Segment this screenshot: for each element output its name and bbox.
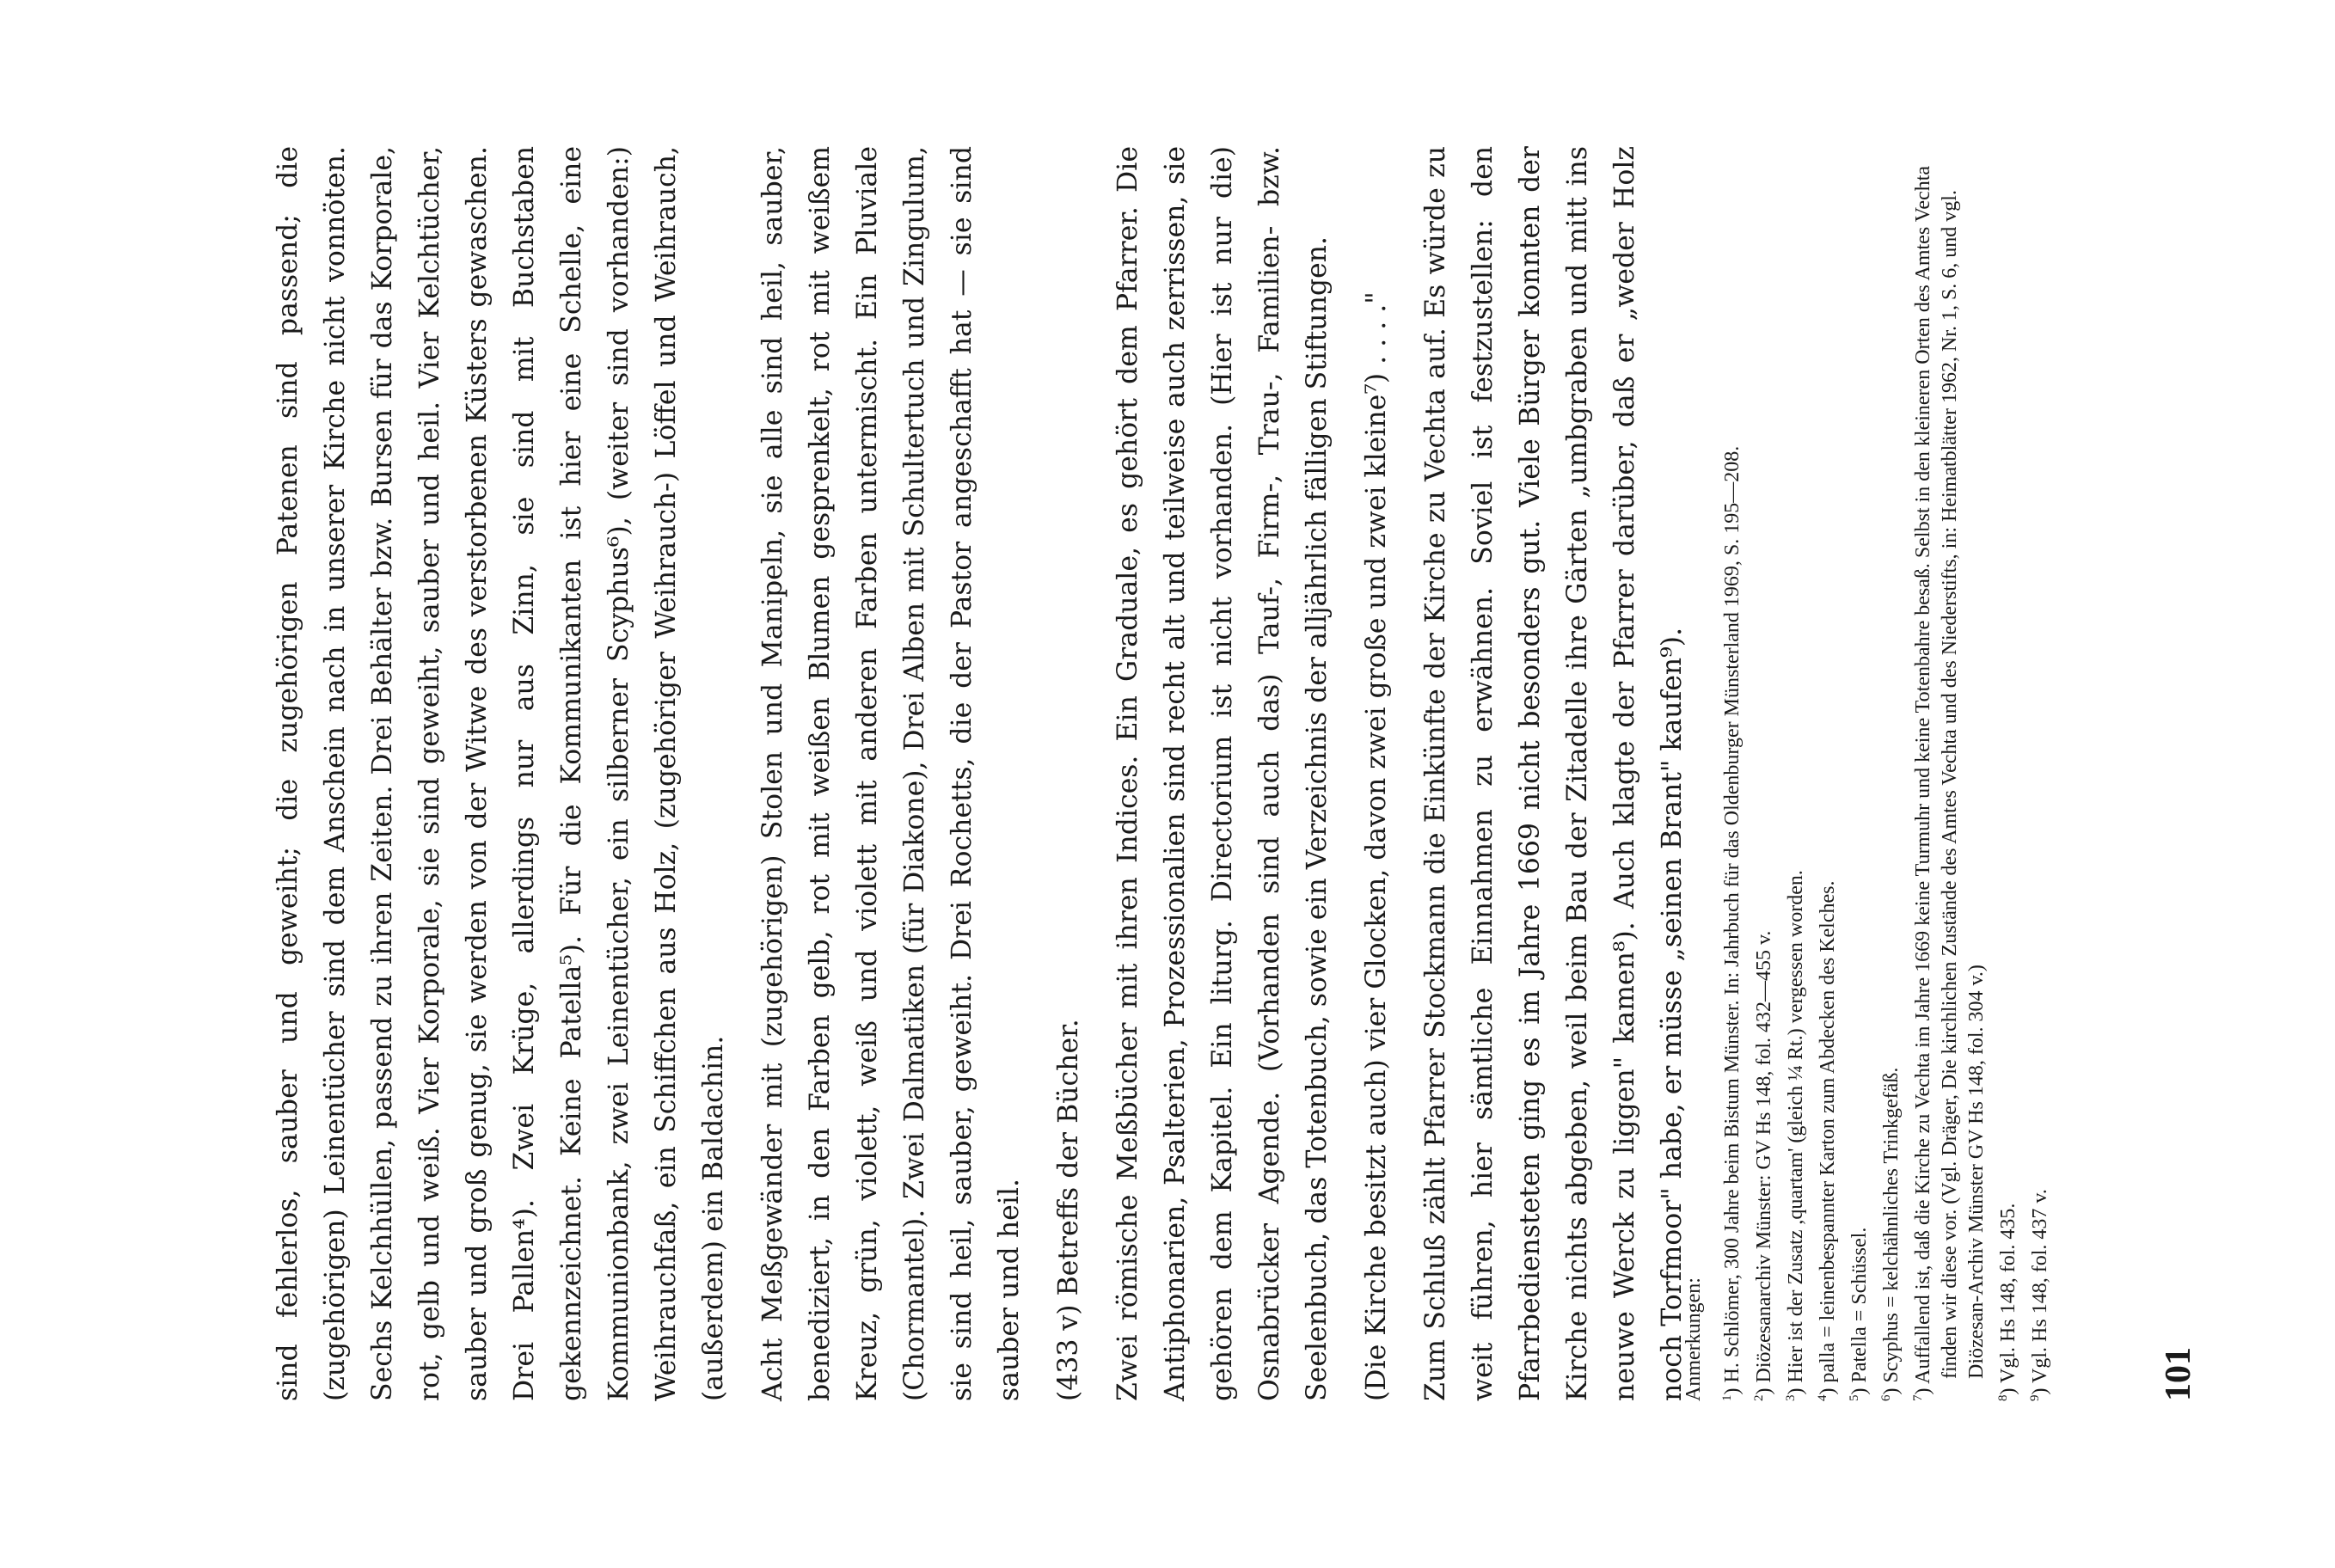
footnote-text: Vgl. Hs 148, fol. 435.	[1997, 1203, 2019, 1383]
footnote-mark: 5	[1848, 1394, 1861, 1401]
footnote-mark: 3	[1784, 1394, 1798, 1401]
body-text	[265, 146, 1708, 1401]
footnote-text: Vgl. Hs 148, fol. 437 v.	[2029, 1189, 2051, 1383]
paragraph-vestments: Acht Meßgewänder mit (zugehörigen) Stolen und Manipeln, sie alle sind heil, sauber, benediziert, in den Farben gelb, rot mit weißen Blumen gesprenkelt, rot mit weißem Kreuz, grün, violett, weiß und violett mit anderen Farben untermischt. Ein Pluviale (Chormantel). Zwei Dalmatiken (für Diakone), Drei Alben mit Schultertuch und Zingulum, sie sind heil, sauber, geweiht. Drei Rochetts, die der Pastor angeschafft hat — sie sind sauber und heil.	[757, 146, 1025, 1401]
footnote-mark: 7	[1911, 1394, 1925, 1401]
footnote-item: $^7$) Auffallend ist, daß die Kirche zu Vechta im Jahre 1669 keine Turmuhr und keine Totenbahre besaß. Selbst in den kleineren Orten des Amtes Vechta finden wir diese vor. (Vgl. Dräger, Die kirchlichen Zustände des Amtes Vechta und des Niederstifts, in: Heimatblätter 1962, Nr. 1, S. 6, und vgl. Diözesan-Archiv Münster GV Hs 148, fol. 304 v.)	[1911, 165, 1988, 1401]
footnote-text: H. Schlömer, 300 Jahre beim Bistum Münster. In: Jahrbuch für das Oldenburger Münsterland 1969, S. 195—208.	[1721, 445, 1744, 1383]
paragraph-books: Zwei römische Meßbücher mit ihren Indices. Ein Graduale, es gehört dem Pfarrer. Die Antiphonarien, Psalterien, Prozessionalien sind recht alt und teilweise auch zerrissen, sie gehören dem Kapitel. Ein liturg. Directorium ist nicht vorhanden. (Hier ist nur die) Osnabrücker Agende. (Vorhanden sind auch das) Tauf-, Firm-, Trau-, Familien- bzw. Seelenbuch, das Totenbuch, sowie ein Verzeichnis der alljährlich fälligen Stiftungen.	[1112, 146, 1333, 1401]
footnote-item: $^9$) Vgl. Hs 148, fol. 437 v.	[2028, 1189, 2051, 1401]
section-heading-books: (433 v) Betreffs der Bücher.	[1053, 1019, 1084, 1401]
footnote-item: $^5$) Patella = Schüssel.	[1848, 1227, 1871, 1401]
book-page	[103, 0, 2270, 1444]
footnote-mark: 1	[1720, 1394, 1734, 1401]
footnote-item: $^6$) Scyphus = kelchähnliches Trinkgefäß.	[1879, 1067, 1903, 1401]
footnote-text: Hier ist der Zusatz ,quartam' (gleich ¼ Rt.) vergessen worden.	[1785, 870, 1807, 1383]
footnote-text: Diözesanarchiv Münster: GV Hs 148, fol. 432—455 v.	[1753, 930, 1775, 1383]
footnote-mark: 8	[1996, 1394, 2010, 1401]
paragraph-bells: (Die Kirche besitzt auch) vier Glocken, davon zwei große und zwei kleine⁷) . . . ."	[1361, 291, 1392, 1401]
footnote-item: $^8$) Vgl. Hs 148, fol. 435.	[1996, 1203, 2019, 1401]
paragraph-vessels: sind fehlerlos, sauber und geweiht; die zugehörigen Patenen sind passend; die (zugehörigen) Leinentücher sind dem Anschein nach in unserer Kirche nicht vonnöten. Sechs Kelchhüllen, passend zu ihren Zeiten. Drei Behälter bzw. Bursen für das Korporale, rot, gelb und weiß. Vier Korporale, sie sind geweiht, sauber und heil. Vier Kelchtücher, sauber und groß genug, sie werden von der Witwe des verstorbenen Küsters gewaschen. Drei Pallen⁴). Zwei Krüge, allerdings nur aus Zinn, sie sind mit Buchstaben gekennzeichnet. Keine Patella⁵). Für die Kommunikanten ist hier eine Schelle, eine Kommunionbank, zwei Leinentücher, ein silberner Scyphus⁶), (weiter sind vorhanden:) Weihrauchfaß, ein Schiffchen aus Holz, (zugehöriger Weihrauch-) Löffel und Weihrauch, (außerdem) ein Baldachin.	[273, 146, 729, 1401]
paragraph-income: Zum Schluß zählt Pfarrer Stockmann die Einkünfte der Kirche zu Vechta auf. Es würde zu weit führen, hier sämtliche Einnahmen zu erwähnen. Soviel ist festzustellen: den Pfarrbediensteten ging es im Jahre 1669 nicht besonders gut. Viele Bürger konnten der Kirche nichts abgeben, weil beim Bau der Zitadelle ihre Gärten „umbgraben und mitt ins neuwe Werck zu liggen" kamen⁸). Auch klagte der Pfarrer darüber, daß er „weder Holz noch Torfmoor" habe, er müsse „seinen Brant" kaufen⁹).	[1420, 146, 1688, 1401]
footnote-text: Patella = Schüssel.	[1848, 1227, 1871, 1383]
footnote-item: $^1$) H. Schlömer, 300 Jahre beim Bistum Münster. In: Jahrbuch für das Oldenburger Münsterland 1969, S. 195—208.	[1720, 445, 1744, 1401]
footnote-list	[1714, 146, 2054, 1401]
footnotes	[1681, 146, 2054, 1401]
footnote-text: Auffallend ist, daß die Kirche zu Vechta im Jahre 1669 keine Turmuhr und keine Totenbahre besaß. Selbst in den kleineren Orten des Amtes Vechta finden wir diese vor. (Vgl. Dräger, Die kirchlichen Zustände des Amtes Vechta und des Niederstifts, in: Heimatblätter 1962, Nr. 1, S. 6, und vgl. Diözesan-Archiv Münster GV Hs 148, fol. 304 v.)	[1912, 165, 1988, 1384]
footnote-item: $^3$) Hier ist der Zusatz ,quartam' (gleich ¼ Rt.) vergessen worden.	[1784, 870, 1807, 1401]
footnote-mark: 9	[2028, 1394, 2042, 1401]
footnotes-title: Anmerkungen:	[1682, 1277, 1705, 1401]
footnote-mark: 2	[1752, 1394, 1766, 1401]
footnote-text: palla = leinenbespannter Karton zum Abdecken des Kelches.	[1817, 880, 1839, 1383]
footnote-item: $^4$) palla = leinenbespannter Karton zum Abdecken des Kelches.	[1816, 880, 1839, 1401]
footnote-text: Scyphus = kelchähnliches Trinkgefäß.	[1880, 1067, 1903, 1383]
footnote-mark: 6	[1879, 1394, 1893, 1401]
footnote-mark: 4	[1816, 1394, 1829, 1401]
page-number: 101	[2159, 1347, 2198, 1401]
footnote-item: $^2$) Diözesanarchiv Münster: GV Hs 148, fol. 432—455 v.	[1752, 930, 1775, 1401]
